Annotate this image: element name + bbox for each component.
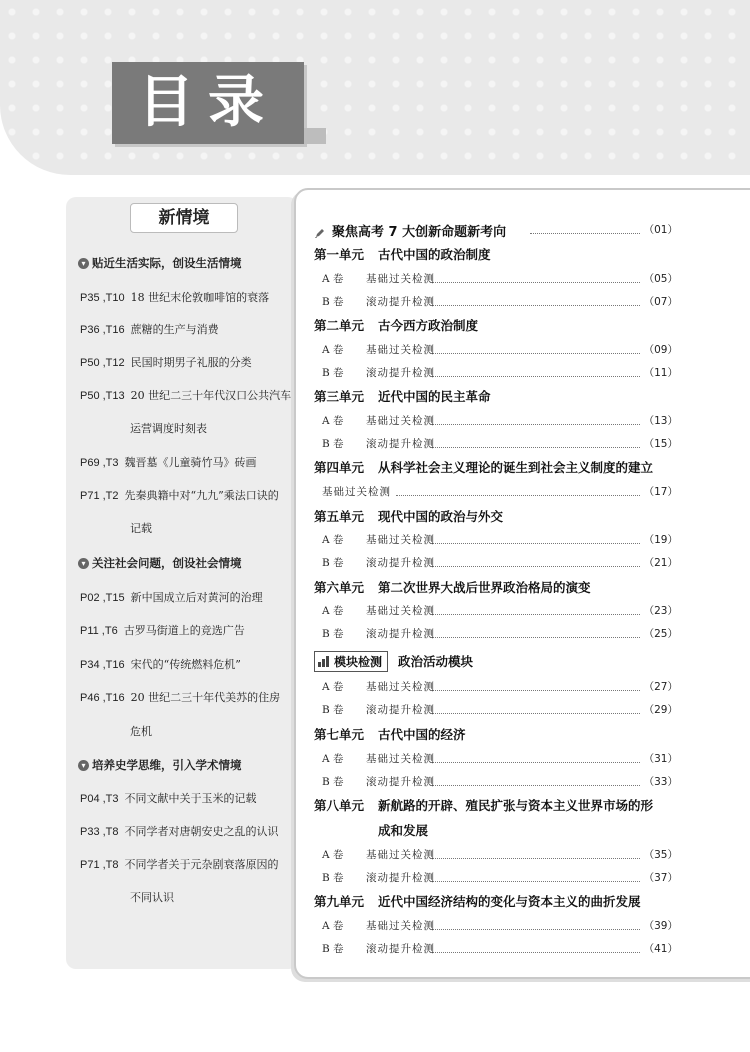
dot-leader (430, 690, 640, 691)
context-item (80, 656, 241, 672)
test-description: 滚动提升检测 (366, 367, 435, 379)
context-item (80, 354, 252, 370)
test-entry-row[interactable] (314, 342, 678, 357)
unit-title: 政治活动模块 (398, 654, 474, 669)
unit-title: 近代中国的民主革命 (378, 389, 491, 404)
chevron-down-icon: ▾ (78, 258, 89, 269)
context-item (80, 622, 245, 638)
item-code: P50 ,T13 (80, 390, 125, 402)
test-entry-row[interactable] (314, 751, 678, 766)
page-number[interactable]: （21） (643, 557, 678, 569)
item-code: P71 ,T8 (80, 859, 119, 871)
page-number[interactable]: （27） (643, 681, 678, 693)
section-heading-text: 关注社会问题，创设社会情境 (92, 556, 242, 570)
unit-label: 第九单元 (314, 894, 365, 909)
section-heading (78, 255, 242, 271)
test-description: 基础过关检测 (366, 849, 435, 861)
test-description: 滚动提升检测 (366, 557, 435, 569)
test-entry-row[interactable] (314, 271, 678, 286)
page-number[interactable]: （15） (643, 438, 678, 450)
page-number[interactable]: （01） (643, 224, 678, 236)
context-item (80, 289, 269, 305)
page-number[interactable]: （29） (643, 704, 678, 716)
unit-title-row[interactable] (314, 578, 678, 596)
test-volume: B 卷 (322, 296, 344, 308)
item-text: 先秦典籍中对“九九”乘法口诀的 (124, 489, 279, 502)
test-volume: A 卷 (322, 605, 344, 617)
test-entry-row[interactable] (322, 484, 686, 499)
item-code: P04 ,T3 (80, 793, 119, 805)
test-entry-row[interactable] (314, 603, 678, 618)
page-number[interactable]: （41） (643, 943, 678, 955)
test-description: 基础过关检测 (366, 681, 435, 693)
item-text: 蔗糖的生产与消费 (130, 323, 219, 336)
test-volume: B 卷 (322, 704, 344, 716)
toc-intro-row[interactable] (314, 221, 678, 240)
test-description: 滚动提升检测 (366, 438, 435, 450)
item-text: 18 世纪末伦敦咖啡馆的衰落 (130, 291, 270, 304)
context-item (80, 454, 257, 470)
page-number[interactable]: （39） (643, 920, 678, 932)
test-description: 滚动提升检测 (366, 776, 435, 788)
test-description: 基础过关检测 (366, 753, 435, 765)
test-entry-row[interactable] (314, 365, 678, 380)
item-text: 20 世纪二三十年代汉口公共汽车 (130, 389, 292, 402)
toc-intro-title: 聚焦高考 7 大创新命题新考向 (332, 225, 507, 240)
context-item (80, 790, 257, 806)
page-number[interactable]: （17） (643, 486, 678, 498)
module-test-badge (314, 651, 388, 672)
page-number[interactable]: （11） (643, 367, 678, 379)
dot-leader (430, 713, 640, 714)
item-code: P46 ,T16 (80, 692, 125, 704)
section-heading-text: 贴近生活实际，创设生活情境 (92, 256, 242, 270)
dot-leader (430, 637, 640, 638)
page-number[interactable]: （35） (643, 849, 678, 861)
unit-title: 从科学社会主义理论的诞生到社会主义制度的建立 (378, 460, 654, 475)
module-label: 模块检测 (334, 655, 383, 669)
dot-leader (430, 376, 640, 377)
dot-leader (430, 785, 640, 786)
dot-leader (430, 305, 640, 306)
page-number[interactable]: （07） (643, 296, 678, 308)
test-volume: B 卷 (322, 367, 344, 379)
context-item (80, 321, 219, 337)
test-entry-row[interactable] (314, 436, 678, 451)
dot-leader (430, 282, 640, 283)
page-number[interactable]: （33） (643, 776, 678, 788)
test-entry-row[interactable] (314, 774, 678, 789)
unit-label: 第三单元 (314, 389, 365, 404)
page-number[interactable]: （13） (643, 415, 678, 427)
test-entry-row[interactable] (314, 555, 678, 570)
item-code: P71 ,T2 (80, 490, 119, 502)
unit-title-row[interactable] (314, 507, 678, 525)
pencil-icon (314, 227, 326, 239)
item-code: P36 ,T16 (80, 324, 125, 336)
test-entry-row[interactable] (314, 918, 678, 933)
test-entry-row[interactable] (314, 702, 678, 717)
test-volume: A 卷 (322, 849, 344, 861)
dot-leader (430, 614, 640, 615)
item-text-continued: 运营调度时刻表 (130, 422, 207, 435)
chevron-down-icon: ▾ (78, 760, 89, 771)
context-item (80, 487, 279, 503)
item-text-continued: 危机 (130, 725, 152, 738)
dot-leader (396, 495, 640, 496)
test-description: 滚动提升检测 (366, 943, 435, 955)
test-description: 滚动提升检测 (366, 704, 435, 716)
unit-title-row[interactable] (314, 245, 678, 263)
test-description: 基础过关检测 (366, 344, 435, 356)
test-volume: B 卷 (322, 628, 344, 640)
unit-title: 古代中国的政治制度 (378, 247, 491, 262)
unit-label: 第五单元 (314, 509, 365, 524)
unit-title: 第二次世界大战后世界政治格局的演变 (378, 580, 591, 595)
test-entry-row[interactable] (314, 941, 678, 956)
unit-label: 第二单元 (314, 318, 365, 333)
test-entry-row[interactable] (314, 847, 678, 862)
item-text: 魏晋墓《儿童骑竹马》砖画 (124, 456, 257, 469)
dot-leader (430, 952, 640, 953)
unit-title: 近代中国经济结构的变化与资本主义的曲折发展 (378, 894, 641, 909)
test-entry-row[interactable] (314, 679, 678, 694)
context-item (80, 387, 291, 403)
test-volume: A 卷 (322, 344, 344, 356)
dot-leader (430, 858, 640, 859)
unit-title-row[interactable] (314, 316, 678, 334)
dot-leader (430, 447, 640, 448)
item-text: 20 世纪二三十年代美苏的住房 (130, 691, 281, 704)
page-number[interactable]: （31） (643, 753, 678, 765)
dot-leader (430, 424, 640, 425)
test-volume: A 卷 (322, 534, 344, 546)
page-number[interactable]: （23） (643, 605, 678, 617)
item-text: 民国时期男子礼服的分类 (130, 356, 252, 369)
dot-leader (430, 881, 640, 882)
page-number[interactable]: （25） (643, 628, 678, 640)
page-title-box (112, 62, 304, 144)
title-tab-decoration (304, 128, 326, 144)
section-heading (78, 555, 242, 571)
test-entry-row[interactable] (314, 870, 678, 885)
dot-leader (430, 762, 640, 763)
context-item (80, 856, 279, 872)
test-volume: B 卷 (322, 872, 344, 884)
test-description: 滚动提升检测 (366, 296, 435, 308)
unit-label: 第一单元 (314, 247, 365, 262)
unit-label: 第六单元 (314, 580, 365, 595)
bar-chart-icon (318, 656, 330, 670)
test-description: 基础过关检测 (366, 920, 435, 932)
test-entry-row[interactable] (314, 626, 678, 641)
dot-leader (430, 566, 640, 567)
item-code: P50 ,T12 (80, 357, 125, 369)
item-code: P34 ,T16 (80, 659, 125, 671)
item-code: P35 ,T10 (80, 292, 125, 304)
page-number[interactable]: （37） (643, 872, 678, 884)
unit-label: 第八单元 (314, 798, 365, 813)
unit-title-row[interactable] (314, 651, 678, 672)
context-item (80, 589, 263, 605)
item-text-continued: 不同认识 (130, 891, 174, 904)
item-text: 不同文献中关于玉米的记载 (124, 792, 257, 805)
test-volume: A 卷 (322, 273, 344, 285)
item-text-continued: 记载 (130, 522, 152, 535)
unit-label: 第四单元 (314, 460, 365, 475)
test-entry-row[interactable] (314, 294, 678, 309)
item-text: 新中国成立后对黄河的治理 (130, 591, 263, 604)
new-context-tag: 新情境 (130, 203, 238, 233)
dot-leader (430, 929, 640, 930)
test-description: 基础过关检测 (366, 415, 435, 427)
test-volume: A 卷 (322, 920, 344, 932)
test-volume: B 卷 (322, 776, 344, 788)
test-volume: A 卷 (322, 415, 344, 427)
unit-title-row[interactable] (314, 458, 678, 476)
chevron-down-icon: ▾ (78, 558, 89, 569)
unit-title: 古今西方政治制度 (378, 318, 479, 333)
dot-leader (530, 233, 640, 234)
test-entry-row[interactable] (314, 532, 678, 547)
test-volume: A 卷 (322, 753, 344, 765)
dot-leader (430, 543, 640, 544)
test-entry-row[interactable] (314, 413, 678, 428)
context-item (80, 689, 280, 705)
unit-title-row[interactable] (314, 796, 678, 814)
test-volume: B 卷 (322, 557, 344, 569)
item-code: P33 ,T8 (80, 826, 119, 838)
page-number[interactable]: （09） (643, 344, 678, 356)
item-code: P11 ,T6 (80, 625, 118, 637)
unit-label: 第七单元 (314, 727, 365, 742)
unit-title-row[interactable] (314, 892, 678, 910)
test-description: 基础过关检测 (366, 273, 435, 285)
page-number[interactable]: （05） (643, 273, 678, 285)
unit-title-continued: 成和发展 (378, 823, 429, 838)
context-item (80, 823, 279, 839)
page-title: 目录 (138, 70, 278, 135)
test-volume: B 卷 (322, 438, 344, 450)
dot-leader (430, 353, 640, 354)
test-description: 基础过关检测 (366, 534, 435, 546)
item-code: P02 ,T15 (80, 592, 125, 604)
test-volume: B 卷 (322, 943, 344, 955)
item-code: P69 ,T3 (80, 457, 119, 469)
page-number[interactable]: （19） (643, 534, 678, 546)
unit-title: 古代中国的经济 (378, 727, 466, 742)
test-description: 基础过关检测 (322, 486, 391, 498)
new-context-panel (66, 197, 298, 969)
section-heading (78, 757, 242, 773)
item-text: 不同学者关于元杂剧衰落原因的 (124, 858, 279, 871)
item-text: 不同学者对唐朝安史之乱的认识 (124, 825, 279, 838)
item-text: 宋代的“传统燃料危机” (130, 658, 241, 671)
test-volume: A 卷 (322, 681, 344, 693)
unit-title-row[interactable] (314, 725, 678, 743)
unit-title: 现代中国的政治与外交 (378, 509, 504, 524)
section-heading-text: 培养史学思维，引入学术情境 (92, 758, 242, 772)
unit-title: 新航路的开辟、殖民扩张与资本主义世界市场的形 (378, 798, 654, 813)
test-description: 滚动提升检测 (366, 872, 435, 884)
test-description: 基础过关检测 (366, 605, 435, 617)
test-description: 滚动提升检测 (366, 628, 435, 640)
unit-title-row[interactable] (314, 387, 678, 405)
item-text: 古罗马街道上的竞选广告 (123, 624, 245, 637)
